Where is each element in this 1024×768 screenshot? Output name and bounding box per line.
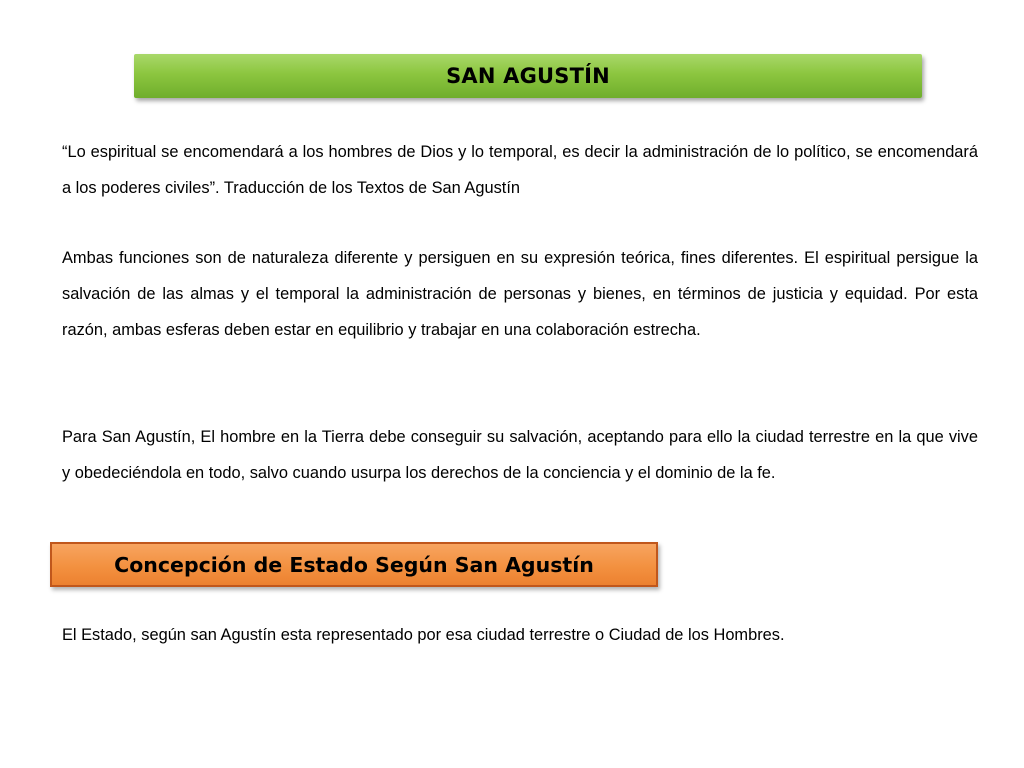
section-subtitle: Concepción de Estado Según San Agustín <box>114 552 594 577</box>
quote-paragraph: “Lo espiritual se encomendará a los hombres de Dios y lo temporal, es decir la administración de lo político, se encomendará a los poderes civiles”. Traducción de los Textos de San Agustín <box>62 143 978 197</box>
title-banner <box>134 54 922 98</box>
state-paragraph: El Estado, según san Agustín esta representado por esa ciudad terrestre o Ciudad de los Hombres. <box>62 626 785 644</box>
subtitle-banner <box>50 542 658 587</box>
functions-paragraph: Ambas funciones son de naturaleza diferente y persiguen en su expresión teórica, fines diferentes. El espiritual persigue la salvación de las almas y el temporal la administración de personas y bienes, en términos de justicia y equidad. Por esta razón, ambas esferas deben estar en equilibrio y trabajar en una colaboración estrecha. <box>62 249 978 339</box>
slide-title: SAN AGUSTÍN <box>446 64 610 88</box>
salvation-paragraph: Para San Agustín, El hombre en la Tierra debe conseguir su salvación, aceptando para ello la ciudad terrestre en la que vive y obedeciéndola en todo, salvo cuando usurpa los derechos de la conciencia y el dominio de la fe. <box>62 428 978 482</box>
